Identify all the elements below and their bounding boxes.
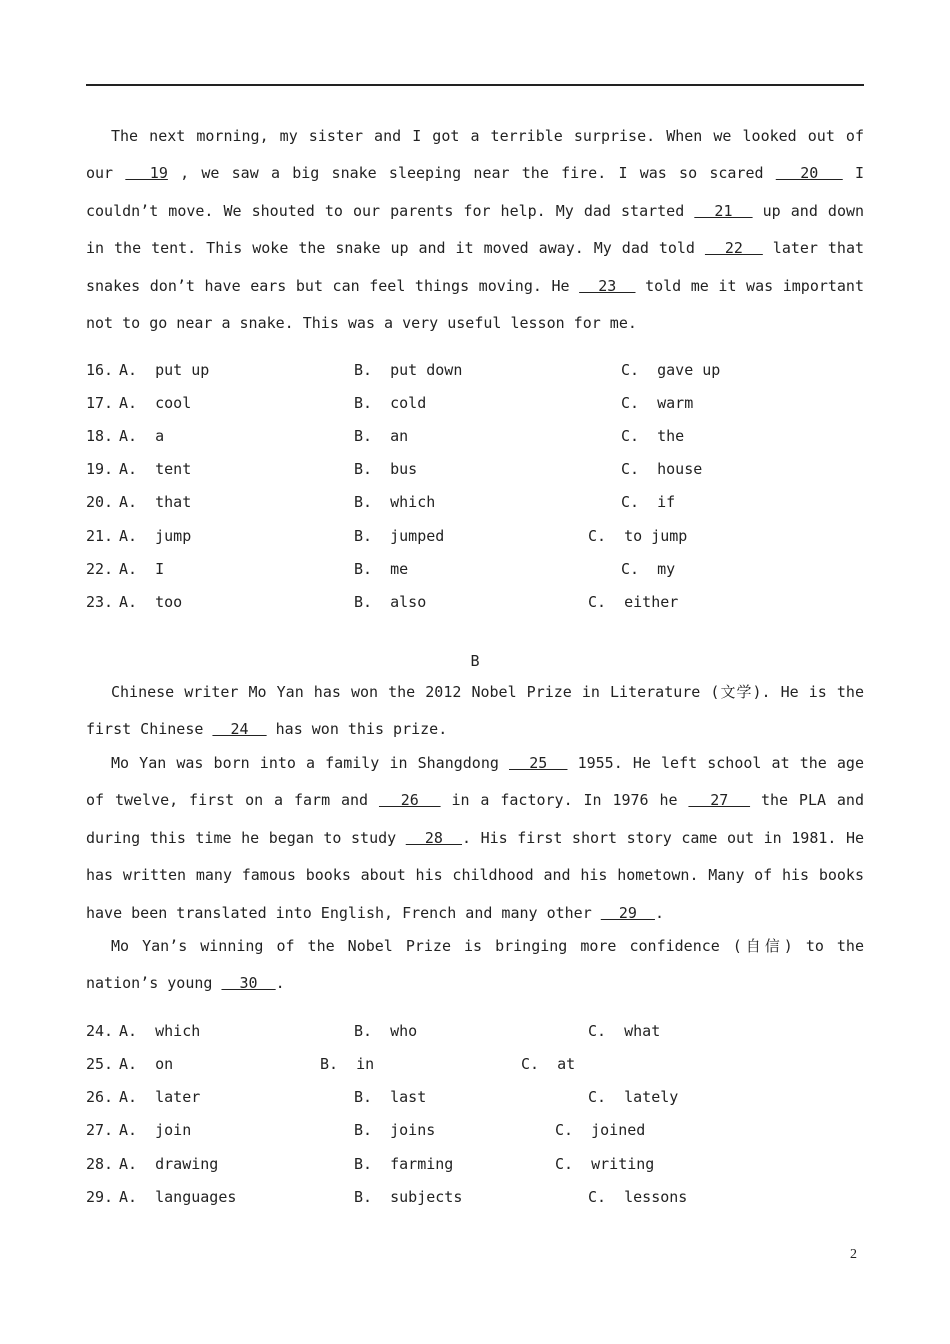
option-b: B. which bbox=[354, 493, 436, 511]
option-c: C. if bbox=[621, 493, 676, 511]
option-c: C. gave up bbox=[621, 361, 721, 379]
option-b: B. cold bbox=[354, 394, 427, 412]
blank-28: 28 bbox=[405, 828, 462, 847]
option-c: C. either bbox=[588, 593, 679, 611]
passage-b-paragraph-3 bbox=[86, 928, 864, 1003]
question-number: 28. bbox=[86, 1155, 114, 1173]
option-a: A. tent bbox=[119, 460, 192, 478]
option-b: B. joins bbox=[354, 1121, 436, 1139]
passage-text: told me it was important not to go near a snake. This was a very useful lesson for me. bbox=[86, 276, 864, 333]
option-b: B. farming bbox=[354, 1155, 454, 1173]
passage-a-paragraph bbox=[86, 118, 864, 342]
question-number: 16. bbox=[86, 361, 114, 379]
option-a: A. drawing bbox=[119, 1155, 219, 1173]
blank-21: 21 bbox=[694, 201, 753, 220]
option-a: A. a bbox=[119, 427, 165, 445]
blank-22: 22 bbox=[704, 239, 763, 258]
passage-b-paragraph-1 bbox=[86, 674, 864, 749]
option-a: A. I bbox=[119, 560, 165, 578]
option-a: A. jump bbox=[119, 527, 192, 545]
option-c: C. to jump bbox=[588, 527, 688, 545]
option-a: A. later bbox=[119, 1088, 201, 1106]
passage-text: . bbox=[654, 903, 664, 922]
blank-19: 19 bbox=[125, 164, 168, 183]
question-number: 25. bbox=[86, 1055, 114, 1073]
option-c: C. my bbox=[621, 560, 676, 578]
header-rule bbox=[86, 84, 864, 86]
question-number: 27. bbox=[86, 1121, 114, 1139]
option-c: C. at bbox=[521, 1055, 576, 1073]
option-c: C. writing bbox=[555, 1155, 655, 1173]
question-number: 18. bbox=[86, 427, 114, 445]
blank-26: 26 bbox=[378, 791, 441, 810]
option-c: C. the bbox=[621, 427, 685, 445]
section-b-heading: B bbox=[470, 652, 480, 670]
passage-text: Mo Yan was born into a family in Shangdong bbox=[111, 754, 499, 772]
page-number: 2 bbox=[850, 1247, 857, 1262]
option-c: C. house bbox=[621, 460, 703, 478]
blank-20: 20 bbox=[775, 164, 843, 183]
option-b: B. jumped bbox=[354, 527, 445, 545]
option-b: B. last bbox=[354, 1088, 427, 1106]
option-b: B. also bbox=[354, 593, 427, 611]
option-a: A. join bbox=[119, 1121, 192, 1139]
option-c: C. joined bbox=[555, 1121, 646, 1139]
option-b: B. me bbox=[354, 560, 409, 578]
option-c: C. what bbox=[588, 1022, 661, 1040]
question-number: 22. bbox=[86, 560, 114, 578]
passage-text: Chinese writer Mo Yan has won the 2012 Nobel Prize in Literature (文学). He is the first Chinese bbox=[86, 683, 864, 739]
question-number: 20. bbox=[86, 493, 114, 511]
option-a: A. which bbox=[119, 1022, 201, 1040]
passage-text: . bbox=[275, 974, 285, 993]
option-a: A. that bbox=[119, 493, 192, 511]
blank-27: 27 bbox=[688, 791, 751, 810]
passage-b-paragraph-2 bbox=[86, 745, 864, 932]
option-a: A. on bbox=[119, 1055, 174, 1073]
option-a: A. cool bbox=[119, 394, 192, 412]
passage-text: I couldn’t move. We shouted to our parents for help. My dad started bbox=[86, 164, 865, 220]
blank-24: 24 bbox=[212, 720, 267, 739]
option-b: B. in bbox=[320, 1055, 375, 1073]
option-c: C. lately bbox=[588, 1088, 679, 1106]
passage-text: has won this prize. bbox=[275, 720, 448, 739]
option-a: A. put up bbox=[119, 361, 210, 379]
passage-text: in a factory. In 1976 he bbox=[451, 791, 678, 810]
passage-text: , we saw a big snake sleeping near the fire. I was so scared bbox=[180, 164, 764, 183]
option-b: B. put down bbox=[354, 361, 463, 379]
question-number: 24. bbox=[86, 1022, 114, 1040]
blank-25: 25 bbox=[509, 754, 568, 772]
question-number: 21. bbox=[86, 527, 114, 545]
passage-text: the PLA and during this time he began to study bbox=[86, 791, 864, 847]
question-number: 23. bbox=[86, 593, 114, 611]
option-a: A. too bbox=[119, 593, 183, 611]
option-c: C. warm bbox=[621, 394, 694, 412]
passage-text: later that snakes don’t have ears but can feel things moving. He bbox=[86, 239, 865, 295]
question-number: 26. bbox=[86, 1088, 114, 1106]
passage-text: . His first short story came out in 1981. He has written many famous books about his childhood and his hometown. Many of his books have been translated into English, French and many other bbox=[86, 828, 865, 922]
option-b: B. who bbox=[354, 1022, 418, 1040]
option-b: B. subjects bbox=[354, 1188, 463, 1206]
passage-text: 1955. He left school at the age of twelve, first on a farm and bbox=[86, 754, 864, 810]
option-c: C. lessons bbox=[588, 1188, 688, 1206]
question-number: 29. bbox=[86, 1188, 114, 1206]
option-b: B. an bbox=[354, 427, 409, 445]
blank-23: 23 bbox=[579, 276, 636, 295]
passage-text: up and down in the tent. This woke the snake up and it moved away. My dad told bbox=[86, 201, 865, 258]
question-number: 17. bbox=[86, 394, 114, 412]
passage-text: The next morning, my sister and I got a terrible surprise. When we looked out of our bbox=[86, 127, 864, 183]
option-b: B. bus bbox=[354, 460, 418, 478]
passage-text: Mo Yan’s winning of the Nobel Prize is bringing more confidence (自信) to the nation’s young bbox=[86, 937, 864, 993]
blank-29: 29 bbox=[600, 903, 655, 922]
blank-30: 30 bbox=[221, 974, 276, 993]
question-number: 19. bbox=[86, 460, 114, 478]
option-a: A. languages bbox=[119, 1188, 237, 1206]
